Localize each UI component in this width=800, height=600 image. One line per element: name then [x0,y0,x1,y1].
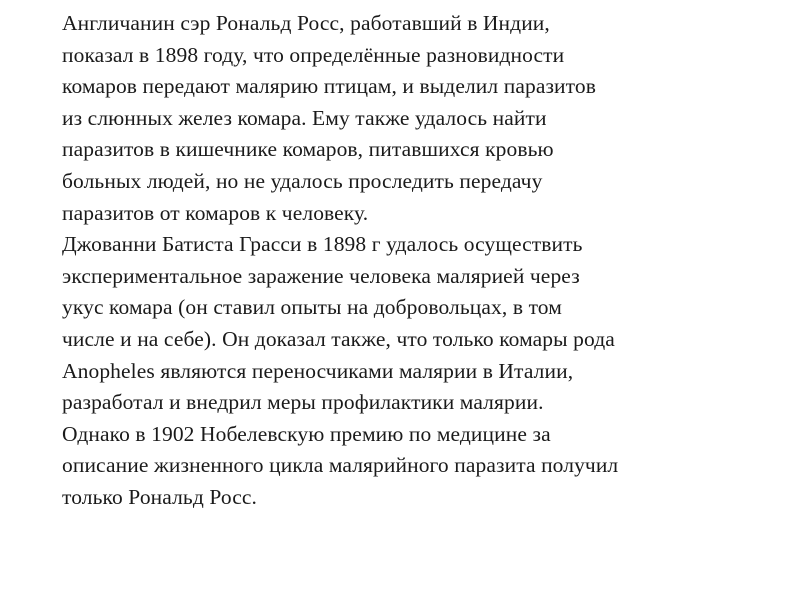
text-line: Джованни Батиста Грасси в 1898 г удалось осуществить [62,232,583,257]
text-line: экспериментальное заражение человека малярией через [62,263,580,288]
text-line: больных людей, но не удалось проследить передачу [62,168,543,193]
text-line: паразитов от комаров к человеку. [62,200,369,225]
text-line: комаров передают малярию птицам, и выделил паразитов [62,74,596,99]
text-line: Anopheles являются переносчиками малярии в Италии, [62,358,574,383]
text-line: только Рональд Росс. [62,484,258,509]
text-line: из слюнных желез комара. Ему также удалось найти [62,105,547,130]
body-text [62,8,762,514]
text-line: укус комара (он ставил опыты на добровольцах, в том [62,295,562,320]
text-line: Однако в 1902 Нобелевскую премию по медицине за [62,421,551,446]
text-line: показал в 1898 году, что определённые разновидности [62,42,565,67]
text-line: числе и на себе). Он доказал также, что только комары рода [62,326,615,351]
text-line: описание жизненного цикла малярийного паразита получил [62,453,619,478]
text-line: Англичанин сэр Рональд Росс, работавший в Индии, [62,11,550,35]
text-line: разработал и внедрил меры профилактики малярии. [62,390,544,415]
text-line: паразитов в кишечнике комаров, питавшихся кровью [62,137,554,162]
